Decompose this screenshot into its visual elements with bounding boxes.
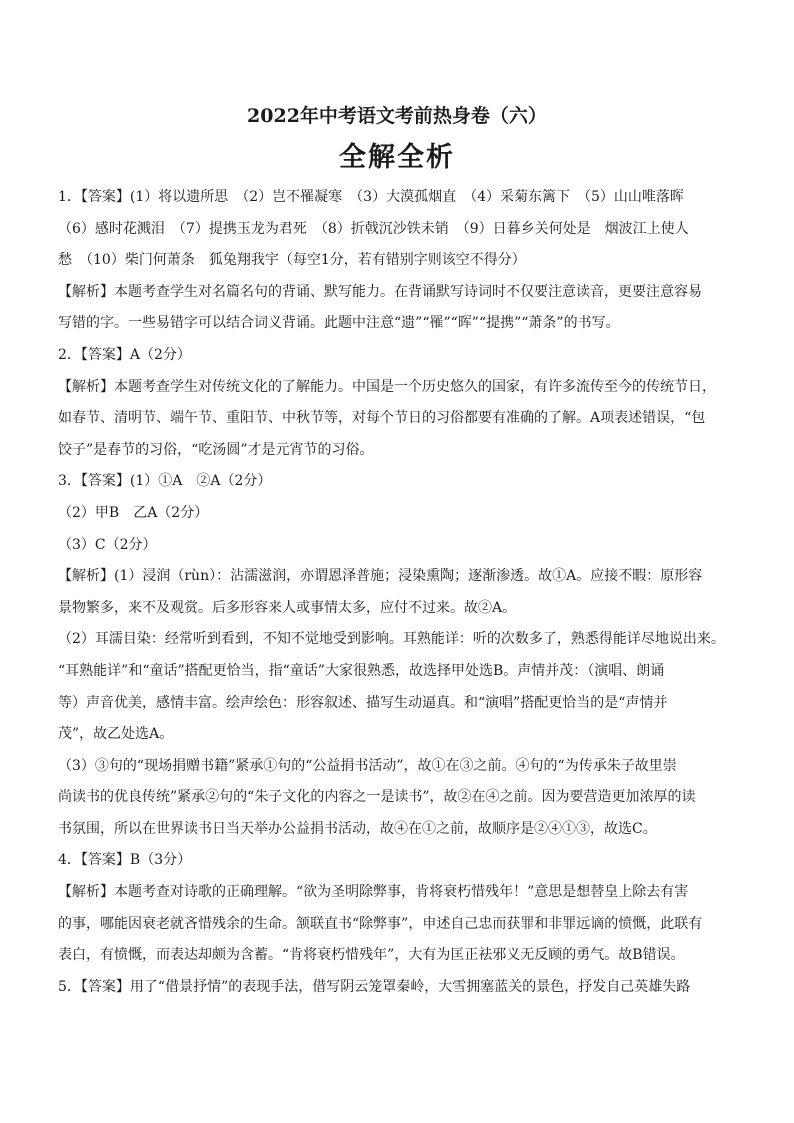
text-line: 写错的字。一些易错字可以结合词义背诵。此题中注意“遗”“罹”“晖”“提携”“萧条”的书写。 — [58, 315, 620, 332]
text-line: 【解析】本题考查对诗歌的正确理解。“欲为圣明除弊事，肯将衰朽惜残年！”意思是想替皇上除去有害 — [58, 884, 689, 901]
text-line: 书氛围，所以在世界读书日当天举办公益捐书活动，故④在①之前，故顺序是②④①③，故选C。 — [58, 820, 657, 837]
text-line: 的事，哪能因衰老就吝惜残余的生命。颔联直书“除弊事”，申述自己忠而获罪和非罪远谪的愤慨，此联有 — [58, 915, 703, 932]
text-line: 茂”，故乙处选A。 — [58, 726, 174, 743]
text-line: 等）声音优美，感情丰富。绘声绘色：形容叙述、描写生动逼真。和“演唱”搭配更恰当的是“声情并 — [58, 694, 668, 711]
text-line: （3）③句的“现场捐赠书籍”紧承①句的“公益捐书活动”，故①在③之前。④句的“为传承朱子故里崇 — [58, 757, 677, 774]
text-line: 1．【答案】(1）将以遗所思 （2）岂不罹凝寒 （3）大漠孤烟直 （4）采菊东篱下 （5）山山唯落晖 — [58, 189, 684, 205]
text-line: 5．【答案】用了“借景抒情”的表现手法，借写阴云笼罩秦岭，大雪拥塞蓝关的景色，抒发自己英雄失路 — [58, 978, 691, 995]
text-line: 3．【答案】(1）①A ②A（2分） — [58, 473, 272, 490]
text-line: 【解析】本题考查学生对传统文化的了解能力。中国是一个历史悠久的国家，有许多流传至今的传统节日， — [58, 378, 716, 395]
text-line: 4．【答案】B（3分） — [58, 852, 192, 869]
text-line: 【解析】本题考查学生对名篇名句的背诵、默写能力。在背诵默写诗词时不仅要注意读音，更要注意容易 — [58, 283, 702, 300]
text-line: 愁 （10）柴门何萧条 狐兔翔我宇（每空1分，若有错别字则该空不得分） — [58, 252, 526, 269]
text-line: 饺子”是春节的习俗，“吃汤圆”才是元宵节的习俗。 — [58, 441, 374, 458]
text-line: （2）耳濡目染：经常听到看到，不知不觉地受到影响。耳熟能详：听的次数多了，熟悉得能详尽地说出来。 — [58, 631, 725, 648]
text-line: 2．【答案】A（2分） — [58, 346, 191, 363]
text-line: 景物繁多，来不及观赏。后多形容来人或事情太多，应付不过来。故②A。 — [58, 599, 517, 616]
text-line: 如春节、清明节、端午节、重阳节、中秋节等，对每个节日的习俗都要有准确的了解。A项表述错误，“包 — [58, 410, 706, 427]
text-line: （2）甲B 乙A（2分） — [58, 504, 209, 521]
text-line: 【解析】(1）浸润（rùn）：沾濡滋润，亦谓恩泽普施；浸染熏陶；逐渐渗透。故①A。应接不暇：原形容 — [58, 568, 703, 585]
document-subtitle: 全解全析 — [339, 142, 455, 173]
answer-content — [58, 182, 730, 1003]
text-line: （3）C（2分） — [58, 536, 157, 553]
text-line: （6）感时花溅泪 （7）提携玉龙为君死 （8）折戟沉沙铁未销 （9）日暮乡关何处是 烟波江上使人 — [58, 220, 689, 237]
text-line: “耳熟能详”和“童话”搭配更恰当，指“童话”大家很熟悉，故选择甲处选B。声情并茂：（演唱、朗诵 — [58, 662, 665, 679]
document-title: 2022年中考语文考前热身卷（六） — [247, 105, 547, 127]
text-line: 表白，有愤慨，而表达却颇为含蓄。“肯将衰朽惜残年”，大有为匡正祛邪义无反顾的勇气。故B错误。 — [58, 947, 685, 964]
text-line: 尚读书的优良传统”紧承②句的“朱子文化的内容之一是读书”，故②在④之前。因为要营造更加浓厚的读 — [58, 789, 696, 806]
